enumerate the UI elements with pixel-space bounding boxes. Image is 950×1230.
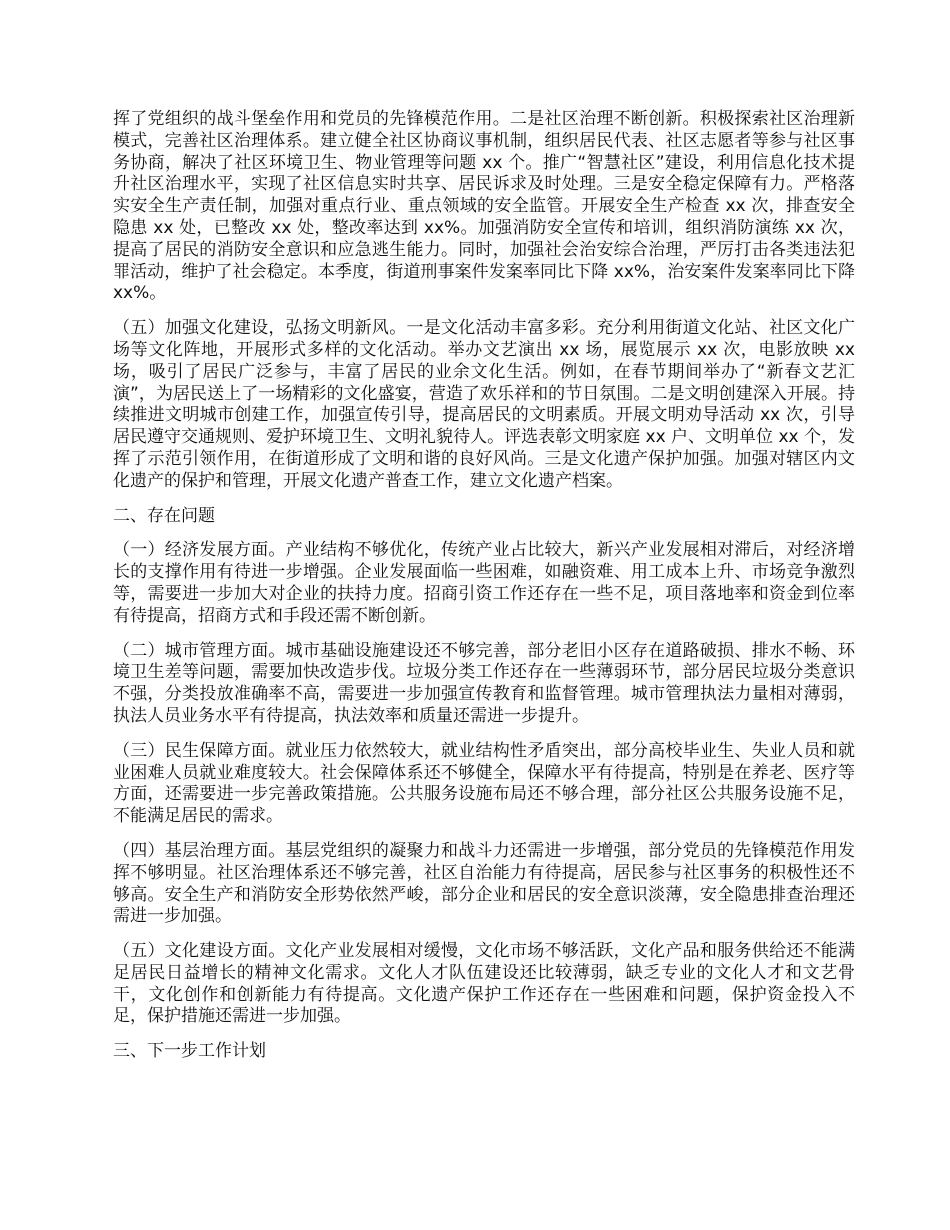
paragraph-culture-construction: （五）加强文化建设，弘扬文明新风。一是文化活动丰富多彩。充分利用街道文化站、社区文化广场等文化阵地，开展形式多样的文化活动。举办文艺演出 xx 场，展览展示 xx 次，电影放映 xx 场，吸引了居民广泛参与，丰富了居民的业余文化生活。例如，在春节期间举办了“新春文艺汇演”，为居民送上了一场精彩的文化盛宴，营造了欢乐祥和的节日氛围。二是文明创建深入开展。持续推进文明城市创建工作，加强宣传引导，提高居民的文明素质。开展文明劝导活动 xx 次，引导居民遵守交通规则、爱护环境卫生、文明礼貌待人。评选表彰文明家庭 xx 户、文明单位 xx 个，发挥了示范引领作用，在街道形成了文明和谐的良好风尚。三是文化遗产保护加强。加强对辖区内文化遗产的保护和管理，开展文化遗产普查工作，建立文化遗产档案。 <box>113 318 855 491</box>
section-heading-next-plan: 三、下一步工作计划 <box>113 1041 266 1062</box>
paragraph-continued-community-governance: 挥了党组织的战斗堡垒作用和党员的先锋模范作用。二是社区治理不断创新。积极探索社区治理新模式，完善社区治理体系。建立健全社区协商议事机制，组织居民代表、社区志愿者等参与社区事务协商，解决了社区环境卫生、物业管理等问题 xx 个。推广“智慧社区”建设，利用信息化技术提升社区治理水平，实现了社区信息实时共享、居民诉求及时处理。三是安全稳定保障有力。严格落实安全生产责任制，加强对重点行业、重点领域的安全监管。开展安全生产检查 xx 次，排查安全隐患 xx 处，已整改 xx 处，整改率达到 xx%。加强消防安全宣传和培训，组织消防演练 xx 次，提高了居民的消防安全意识和应急逃生能力。同时，加强社会治安综合治理，严厉打击各类违法犯罪活动，维护了社会稳定。本季度，街道刑事案件发案率同比下降 xx%，治安案件发案率同比下降 xx%。 <box>113 109 855 304</box>
paragraph-grassroots-governance: （四）基层治理方面。基层党组织的凝聚力和战斗力还需进一步增强，部分党员的先锋模范作用发挥不够明显。社区治理体系还不够完善，社区自治能力有待提高，居民参与社区事务的积极性还不够高。安全生产和消防安全形势依然严峻，部分企业和居民的安全意识淡薄，安全隐患排查治理还需进一步加强。 <box>113 840 855 927</box>
paragraph-economic-development: （一）经济发展方面。产业结构不够优化，传统产业占比较大，新兴产业发展相对滞后，对经济增长的支撑作用有待进一步增强。企业发展面临一些困难，如融资难、用工成本上升、市场竞争激烈等，需要进一步加大对企业的扶持力度。招商引资工作还存在一些不足，项目落地率和资金到位率有待提高，招商方式和手段还需不断创新。 <box>113 540 855 626</box>
paragraph-livelihood-security: （三）民生保障方面。就业压力依然较大，就业结构性矛盾突出，部分高校毕业生、失业人员和就业困难人员就业难度较大。社会保障体系还不够健全，保障水平有待提高，特别是在养老、医疗等方面，还需要进一步完善政策措施。公共服务设施布局还不够合理，部分社区公共服务设施不足，不能满足居民的需求。 <box>113 740 855 827</box>
paragraph-urban-management: （二）城市管理方面。城市基础设施建设还不够完善，部分老旧小区存在道路破损、排水不畅、环境卫生差等问题，需要加快改造步伐。垃圾分类工作还存在一些薄弱环节，部分居民垃圾分类意识不强，分类投放准确率不高，需要进一步加强宣传教育和监督管理。城市管理执法力量相对薄弱，执法人员业务水平有待提高，执法效率和质量还需进一步提升。 <box>113 640 855 726</box>
document-page <box>113 109 855 1076</box>
paragraph-culture-problems: （五）文化建设方面。文化产业发展相对缓慢，文化市场不够活跃，文化产品和服务供给还不能满足居民日益增长的精神文化需求。文化人才队伍建设还比较薄弱，缺乏专业的文化人才和文艺骨干，文化创作和创新能力有待提高。文化遗产保护工作还存在一些困难和问题，保护资金投入不足，保护措施还需进一步加强。 <box>113 941 855 1027</box>
section-heading-problems: 二、存在问题 <box>113 505 215 526</box>
